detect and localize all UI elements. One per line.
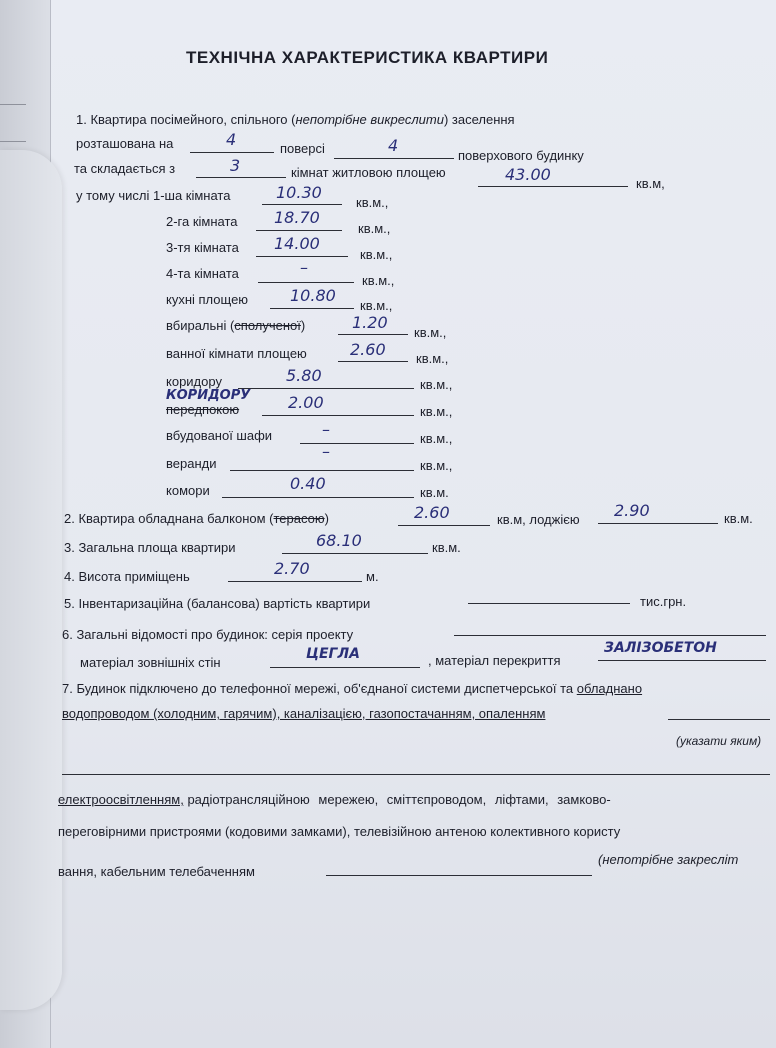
floor-value: 4 (226, 130, 237, 149)
room3-unit: кв.м., (360, 247, 393, 262)
s7-line1-underlined: обладнано (576, 681, 643, 696)
s7-line1-text: 7. Будинок підключено до телефонної мережі, об'єднаної системи диспетчерської та (62, 681, 574, 696)
hall-strike: передпокою (166, 402, 240, 417)
floors-label: , матеріал перекриття (428, 653, 561, 668)
corridor-label: коридору (166, 374, 222, 389)
toilet-label-text: вбиральні ( (166, 318, 235, 333)
toilet-value: 1.20 (352, 313, 388, 332)
consists-label: та складається з (74, 161, 176, 176)
wardrobe-unit: кв.м., (420, 431, 453, 446)
walls-value: ЦЕГЛА (306, 646, 360, 662)
room2-unit: кв.м., (358, 221, 391, 236)
room4-line (258, 282, 354, 283)
hall-handwritten: КОРИДОРУ (166, 388, 251, 403)
s5-label: 5. Інвентаризаційна (балансова) вартість квартири (64, 596, 371, 611)
balcony-line (398, 525, 490, 526)
storeys-line (334, 158, 454, 159)
s7-line5-blank (326, 875, 592, 876)
s3-label: 3. Загальна площа квартири (64, 540, 236, 555)
s7-line1 (62, 681, 642, 696)
s7-line5: вання, кабельним телебаченням (58, 864, 255, 879)
storage-label: комори (166, 483, 210, 498)
s7-line3-text: радіотрансляційною мережею, сміттєпроводом, ліфтами, замково- (187, 792, 611, 807)
toilet-label-end: ) (300, 318, 306, 333)
loggia-label: кв.м, лоджією (497, 512, 580, 527)
margin-tick (0, 104, 26, 105)
hall-unit: кв.м., (420, 404, 453, 419)
s1-line1-italic: непотрібне викреслити (295, 112, 444, 127)
wardrobe-value: – (322, 420, 330, 439)
total-area-value: 68.10 (316, 531, 362, 550)
toilet-line (338, 334, 408, 335)
s2-strike: терасою (273, 511, 325, 526)
living-area-line (478, 186, 628, 187)
room3-label: 3-тя кімната (166, 240, 239, 255)
room1-line (262, 204, 342, 205)
kitchen-value: 10.80 (290, 286, 336, 305)
living-area-value: 43.00 (505, 165, 551, 184)
s7-line2: водопроводом (холодним, гарячим), каналізацією, газопостачанням, опаленням (62, 706, 546, 721)
loggia-unit: кв.м. (724, 511, 753, 526)
wardrobe-line (300, 443, 414, 444)
height-value: 2.70 (274, 559, 310, 578)
loggia-line (598, 523, 718, 524)
s1-line1-text: 1. Квартира посімейного, спільного ( (76, 112, 296, 127)
bath-value: 2.60 (350, 340, 386, 359)
storage-unit: кв.м. (420, 485, 449, 500)
total-area-line (282, 553, 428, 554)
s7-note2: (непотрібне закресліт (598, 852, 739, 867)
room1-unit: кв.м., (356, 195, 389, 210)
series-line (454, 635, 766, 636)
veranda-unit: кв.м., (420, 458, 453, 473)
toilet-unit: кв.м., (414, 325, 447, 340)
corridor-unit: кв.м., (420, 377, 453, 392)
height-unit: м. (366, 569, 379, 584)
corridor-line (238, 388, 414, 389)
s2-end: ) (324, 511, 329, 526)
room1-label: у тому числі 1-ша кімната (76, 188, 231, 203)
toilet-strike: сполученої (234, 318, 301, 333)
rooms-value: 3 (230, 156, 241, 175)
s1-line1 (76, 112, 515, 127)
balcony-value: 2.60 (414, 503, 450, 522)
floor-line (190, 152, 274, 153)
s7-blank-line (62, 774, 770, 775)
room3-value: 14.00 (274, 234, 320, 253)
walls-line (270, 667, 420, 668)
corridor-value: 5.80 (286, 366, 322, 385)
s7-note: (указати яким) (676, 734, 762, 748)
kitchen-line (270, 308, 354, 309)
room4-value: – (300, 258, 308, 277)
rooms-label: кімнат житловою площею (291, 165, 446, 180)
kitchen-label: кухні площею (166, 292, 249, 307)
floor-label: поверсі (280, 141, 325, 156)
room4-label: 4-та кімната (166, 266, 239, 281)
room1-value: 10.30 (276, 183, 322, 202)
s7-line3 (58, 792, 611, 807)
walls-label: матеріал зовнішніх стін (80, 655, 221, 670)
room3-line (256, 256, 348, 257)
storeys-value: 4 (388, 136, 399, 155)
total-area-unit: кв.м. (432, 540, 461, 555)
s6-label: 6. Загальні відомості про будинок: серія проекту (62, 627, 354, 642)
s7-line2-blank (668, 719, 770, 720)
located-label: розташована на (76, 136, 174, 151)
room2-label: 2-га кімната (166, 214, 238, 229)
kitchen-unit: кв.м., (360, 298, 393, 313)
s2-text: 2. Квартира обладнана балконом ( (64, 511, 274, 526)
height-line (228, 581, 362, 582)
rooms-line (196, 177, 286, 178)
s4-label: 4. Висота приміщень (64, 569, 190, 584)
value-unit: тис.грн. (640, 594, 687, 609)
room4-unit: кв.м., (362, 273, 395, 288)
wardrobe-label: вбудованої шафи (166, 428, 273, 443)
living-area-unit: кв.м, (636, 176, 665, 191)
toilet-label (166, 318, 305, 333)
veranda-line (230, 470, 414, 471)
bath-unit: кв.м., (416, 351, 449, 366)
bath-label: ванної кімнати площею (166, 346, 307, 361)
veranda-value: – (322, 442, 330, 461)
building-label: поверхового будинку (458, 148, 584, 163)
bath-line (338, 361, 408, 362)
page-curl-shadow (0, 150, 62, 1010)
s7-line3-underlined: електроосвітленням, (58, 792, 184, 807)
veranda-label: веранди (166, 456, 217, 471)
s2-label (64, 511, 329, 526)
floors-line (598, 660, 766, 661)
loggia-value: 2.90 (614, 501, 650, 520)
hall-value: 2.00 (288, 393, 324, 412)
room2-value: 18.70 (274, 208, 320, 227)
margin-tick (0, 141, 26, 142)
s1-line1-end: ) заселення (443, 112, 515, 127)
s7-line4: переговірними пристроями (кодовими замками), телевізійною антеною колективного користу (58, 824, 621, 839)
storage-line (222, 497, 414, 498)
storage-value: 0.40 (290, 474, 326, 493)
value-line (468, 603, 630, 604)
floors-value: ЗАЛІЗОБЕТОН (604, 640, 717, 656)
room2-line (256, 230, 342, 231)
page-title: ТЕХНІЧНА ХАРАКТЕРИСТИКА КВАРТИРИ (186, 48, 549, 67)
hall-line (262, 415, 414, 416)
